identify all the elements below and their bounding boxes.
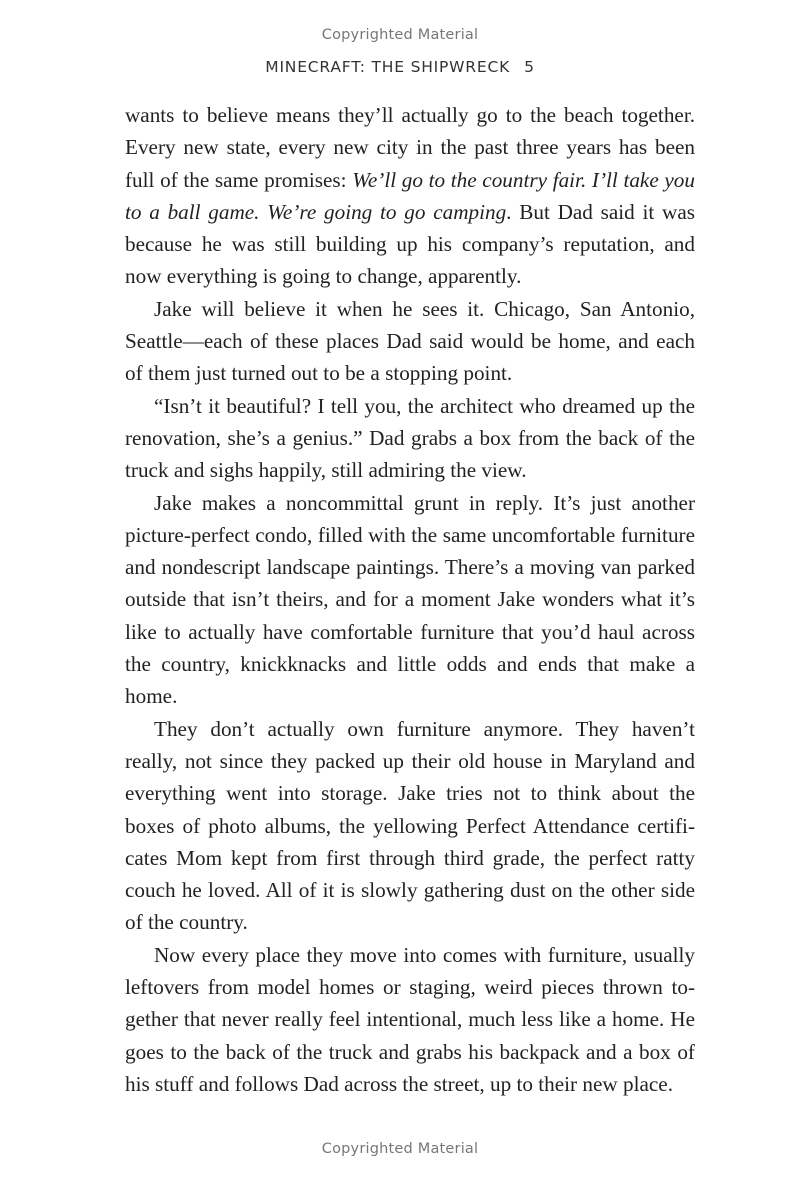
paragraph-1-text-b: . But Dad said it was because he was still building up his company’s reputation, and now everything is going to change, apparently. <box>125 199 695 289</box>
paragraph-4: Jake makes a noncommittal grunt in reply. It’s just another picture-perfect condo, filled with the same uncomfortable furniture and nondescript landscape paintings. There’s a moving van parked outside that isn’t theirs, and for a moment Jake wonders what it’s like to actually have comfortable furniture that you’d haul across the country, knickknacks and little odds and ends that make a home. <box>125 490 695 709</box>
paragraph-1-italic-promises: We’ll go to the country fair. I’ll take you to a ball game. We’re going to go camping <box>125 167 695 224</box>
page-number: 5 <box>524 58 535 76</box>
running-header <box>0 58 800 76</box>
copyright-notice-bottom: Copyrighted Material <box>321 1141 479 1157</box>
book-title: MINECRAFT: THE SHIPWRECK <box>265 58 511 76</box>
paragraph-5: They don’t actually own furniture anymore. They haven’t really, not since they packed up their old house in Maryland and everything went into storage. Jake tries not to think about the boxes of photo albums, the yellowing Perfect Attendance certificates Mom kept from first through third grade, the perfect ratty couch he loved. All of it is slowly gathering dust on the other side of the country. <box>125 716 695 935</box>
copyright-notice-top: Copyrighted Material <box>321 27 479 43</box>
paragraph-1-text-a: wants to believe means they’ll actually go to the beach together. Every new state, every new city in the past three years has been full of the same promises: <box>125 103 695 192</box>
paragraph-2: Jake will believe it when he sees it. Chicago, San Antonio, Seattle—each of these places Dad said would be home, and each of them just turned out to be a stopping point. <box>125 296 695 386</box>
paragraph-3: “Isn’t it beautiful? I tell you, the architect who dreamed up the renovation, she’s a genius.” Dad grabs a box from the back of the truck and sighs happily, still admiring the view. <box>125 393 695 483</box>
paragraph-6: Now every place they move into comes with furniture, usually leftovers from model homes or staging, weird pieces thrown together that never really feel intentional, much less like a home. He goes to the back of the truck and grabs his backpack and a box of his stuff and follows Dad across the street, up to their new place. <box>125 942 695 1096</box>
page-body <box>125 99 695 1100</box>
paragraph-1 <box>125 99 695 293</box>
